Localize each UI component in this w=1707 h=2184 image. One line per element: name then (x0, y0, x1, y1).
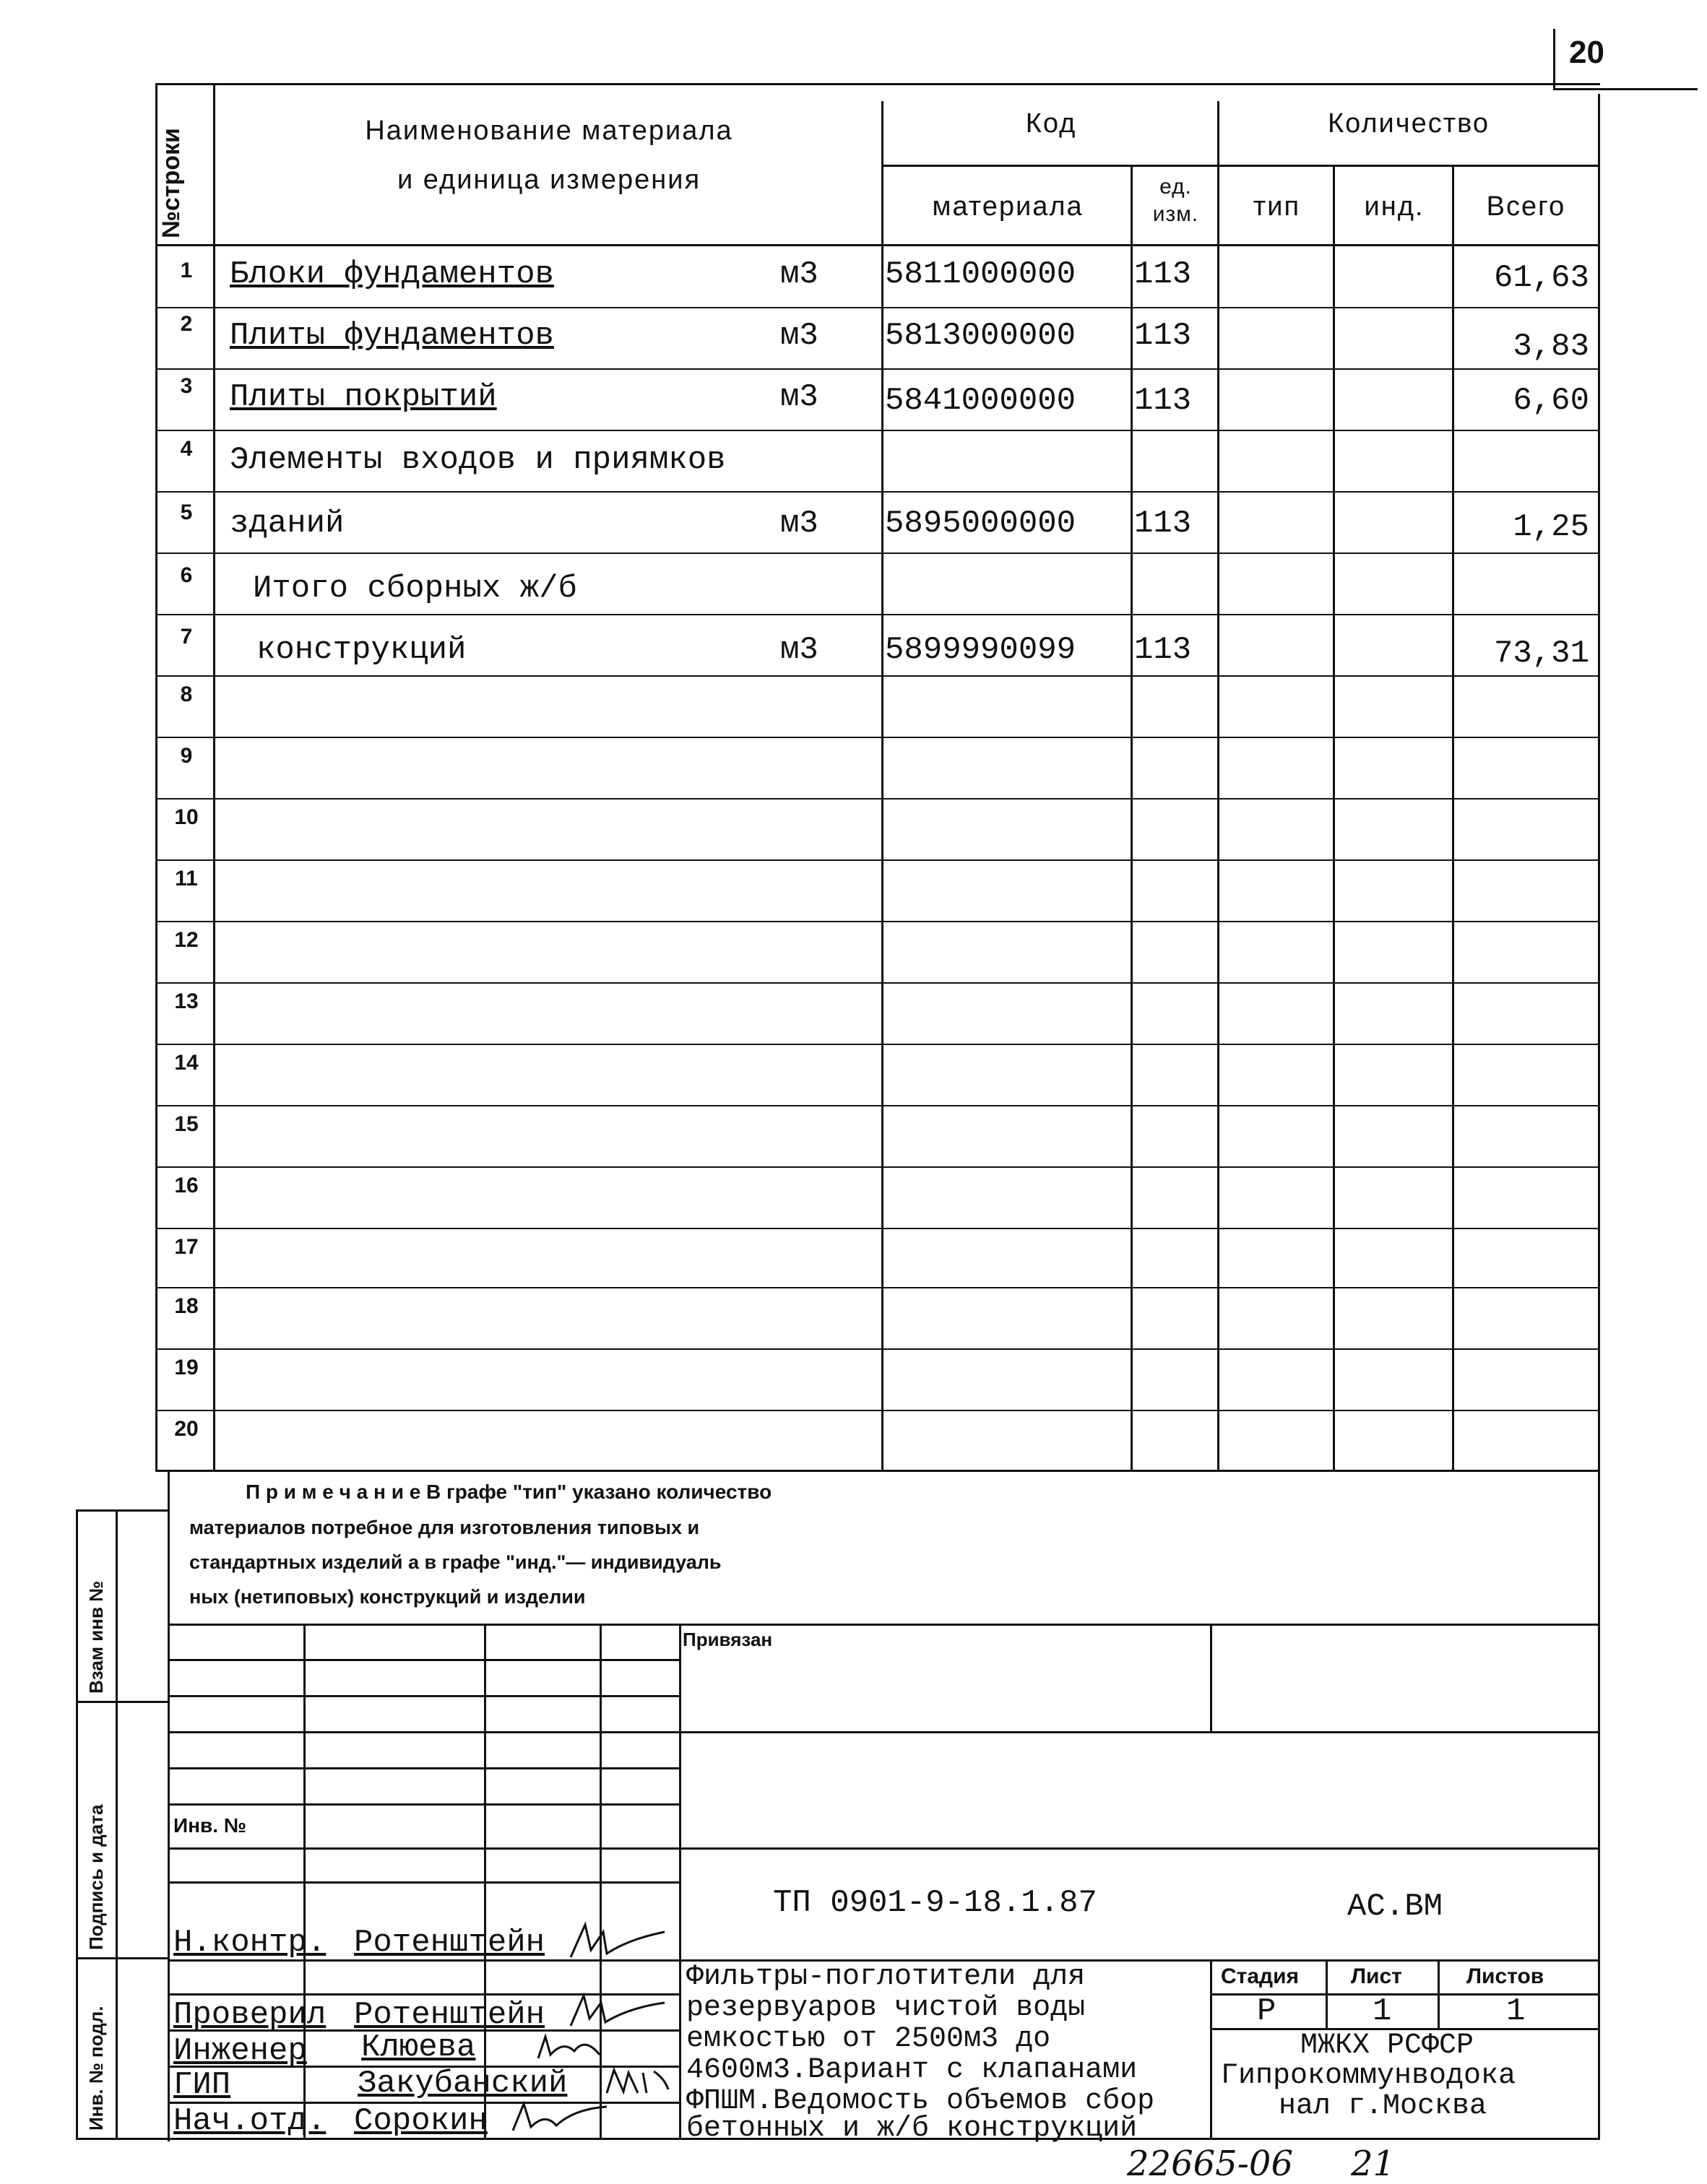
row-number: 4 (180, 437, 193, 461)
row-number-header: №строки (157, 128, 185, 238)
row-number: 13 (174, 989, 199, 1013)
document-code: ТП 0901-9-18.1.87 (773, 1885, 1097, 1921)
row-number: 17 (174, 1235, 199, 1259)
material-code: 5841000000 (885, 383, 1076, 419)
material-name: Плиты покрытий (230, 379, 497, 415)
role-label: Проверил (173, 1997, 327, 2033)
description-line-1: Фильтры-поглотители для (686, 1961, 1086, 1993)
material-name: Итого сборных ж/б (253, 571, 577, 607)
code-material-header: материала (932, 191, 1084, 222)
role-label: Нач.отд. (173, 2103, 327, 2139)
quantity-header: Количество (1327, 108, 1490, 139)
row-separator (155, 1287, 1600, 1288)
page-number: 20 (1569, 35, 1604, 70)
material-name: Плиты фундаментов (230, 318, 554, 354)
row-separator (155, 430, 1600, 431)
row-number: 15 (174, 1112, 199, 1136)
material-total: 3,83 (1513, 329, 1589, 365)
material-unit: м3 (780, 318, 818, 354)
row-number: 11 (175, 867, 198, 890)
row-separator (155, 614, 1600, 615)
row-number: 14 (174, 1051, 199, 1075)
row-separator (155, 737, 1600, 738)
name-header-line1: Наименование материала (365, 116, 733, 146)
stage-label: Стадия (1221, 1964, 1300, 1988)
material-name: зданий (230, 506, 345, 542)
unit-code: 113 (1134, 506, 1192, 542)
material-name: конструкций (256, 632, 467, 668)
material-code: 5813000000 (885, 318, 1076, 354)
note-line-1: П р и м е ч а н и е В графе "тип" указано количество (246, 1481, 772, 1503)
sheets-value: 1 (1506, 1993, 1526, 2029)
row-separator (155, 368, 1600, 370)
unit-code: 113 (1134, 383, 1192, 419)
name-header-line2: и единица измерения (397, 165, 701, 195)
row-number: 18 (174, 1294, 199, 1318)
description-line-2: резервуаров чистой воды (686, 1992, 1086, 2024)
sheets-label: Листов (1466, 1964, 1544, 1988)
row-separator (155, 552, 1600, 554)
code-header: Код (1025, 108, 1077, 139)
row-number: 20 (174, 1417, 199, 1441)
row-number: 8 (180, 682, 193, 706)
org-line-1: МЖКХ РСФСР (1300, 2029, 1474, 2062)
inv-no-label: Инв. № (173, 1814, 247, 1837)
qty-ind-header: инд. (1364, 191, 1425, 222)
org-line-2: Гипрокоммунводока (1221, 2060, 1516, 2092)
material-code: 5895000000 (885, 506, 1076, 542)
archive-number: 22665-06 (1127, 2144, 1293, 2184)
material-total: 61,63 (1493, 260, 1589, 296)
code-unit-header: ед. изм. (1152, 175, 1199, 226)
document-mark: АС.ВМ (1347, 1889, 1443, 1925)
person-name: Клюева (361, 2029, 476, 2066)
signature-zakubansky (603, 2064, 675, 2100)
row-number: 2 (180, 312, 193, 336)
row-number: 6 (180, 563, 193, 587)
org-line-3: нал г.Москва (1279, 2090, 1487, 2123)
unit-code: 113 (1134, 318, 1192, 354)
sheet-value: 1 (1373, 1993, 1392, 2029)
material-total: 73,31 (1493, 636, 1589, 672)
row-number: 19 (174, 1356, 199, 1379)
note-line-3: стандартных изделий а в графе "инд."— индивидуаль (189, 1551, 722, 1573)
page-number-rule (1553, 88, 1698, 90)
material-unit: м3 (780, 256, 818, 292)
row-separator (155, 1044, 1600, 1045)
row-separator (155, 1410, 1600, 1411)
material-unit: м3 (780, 506, 818, 542)
row-number: 7 (180, 625, 193, 649)
row-separator (155, 798, 1600, 800)
row-number: 9 (180, 744, 193, 768)
material-unit: м3 (780, 632, 818, 668)
row-separator (155, 307, 1600, 308)
description-line-6: бетонных и ж/б конструкций (686, 2112, 1138, 2145)
row-separator (155, 859, 1600, 861)
description-line-5: ФПШМ.Ведомость объемов сбор (686, 2085, 1155, 2118)
note-line-2: материалов потребное для изготовления типовых и (189, 1517, 700, 1538)
role-label: ГИП (173, 2067, 231, 2103)
description-line-3: емкостью от 2500м3 до (686, 2023, 1051, 2055)
row-separator (155, 491, 1600, 493)
row-separator (155, 1228, 1600, 1229)
sheet-label: Лист (1351, 1964, 1402, 1988)
note-line-4: ных (нетиповых) конструкций и изделии (189, 1586, 586, 1608)
signature-rotenshtein-1 (563, 1918, 672, 1968)
side-label-inv: Инв. № подл. (85, 2006, 107, 2131)
material-code: 5899990099 (885, 632, 1076, 668)
footer-page: 21 (1351, 2144, 1396, 2184)
material-unit: м3 (780, 379, 818, 415)
side-label-vzam: Взам инв № (85, 1580, 107, 1694)
material-name: Элементы входов и приямков (230, 442, 726, 478)
row-number: 10 (174, 805, 199, 829)
side-label-podpis: Подпись и дата (85, 1804, 107, 1950)
description-line-4: 4600м3.Вариант с клапанами (686, 2054, 1138, 2086)
unit-code: 113 (1134, 256, 1192, 292)
person-name: Закубанский (358, 2066, 568, 2102)
signature-rotenshtein-2 (563, 1990, 672, 2033)
person-name: Ротенштейн (354, 1997, 545, 2033)
row-number: 5 (180, 500, 193, 524)
row-separator (155, 1348, 1600, 1350)
row-separator (155, 675, 1600, 677)
signature-klyueva (535, 2029, 607, 2066)
person-name: Ротенштейн (354, 1925, 545, 1961)
page-number-divider (1553, 29, 1555, 90)
role-label: Н.контр. (173, 1925, 327, 1961)
qty-total-header: Всего (1486, 191, 1566, 222)
row-number: 1 (180, 259, 193, 282)
row-separator (155, 1105, 1600, 1106)
row-separator (155, 921, 1600, 922)
material-total: 6,60 (1513, 383, 1589, 419)
row-number: 16 (174, 1174, 199, 1197)
material-name: Блоки фундаментов (230, 256, 554, 292)
row-separator (155, 982, 1600, 984)
material-total: 1,25 (1513, 509, 1589, 545)
row-separator (155, 1166, 1600, 1168)
role-label: Инженер (173, 2033, 307, 2069)
qty-type-header: тип (1253, 191, 1301, 222)
row-number: 3 (180, 374, 193, 398)
person-name: Сорокин (354, 2103, 488, 2139)
signature-sorokin (506, 2098, 614, 2138)
material-code: 5811000000 (885, 256, 1076, 292)
row-number: 12 (174, 928, 199, 952)
privyazan-label: Привязан (683, 1629, 773, 1650)
unit-code: 113 (1134, 632, 1192, 668)
stage-value: Р (1257, 1993, 1276, 2029)
